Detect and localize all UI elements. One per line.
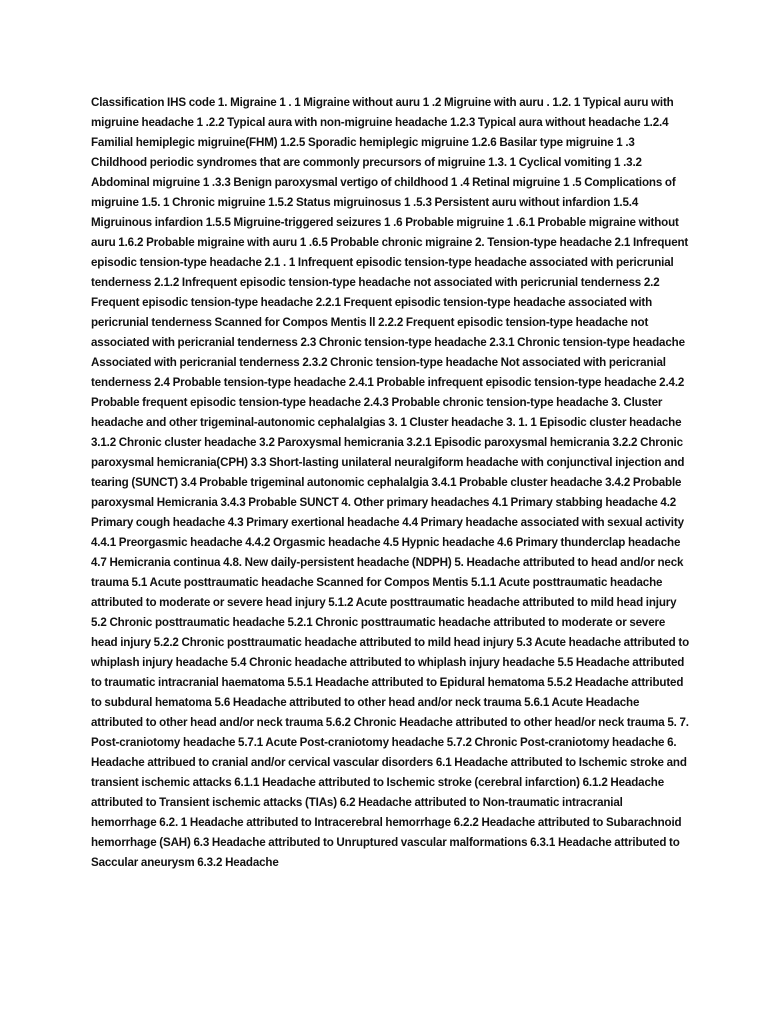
body-text: Classification IHS code 1. Migraine 1 . 1 Migraine without auru 1 .2 Migruine with auru . 1.2. 1 Typical auru with migruine headache 1 .2.2 Typical aura with non-migruine headache 1.2.3 Typical aura without headache 1.2.4 Familial hemiplegic migruine(FHM) 1.2.5 Sporadic hemiplegic migruine 1.2.6 Basilar type migruine 1 .3 Childhood periodic syndromes that are commonly precursors of migruine 1.3. 1 Cyclical vomiting 1 .3.2 Abdominal migruine 1 .3.3 Benign paroxysmal vertigo of childhood 1 .4 Retinal migruine 1 .5 Complications of migruine 1.5. 1 Chronic migruine 1.5.2 Status migruinosus 1 .5.3 Persistent auru without infardion 1.5.4 Migruinous infardion 1.5.5 Migruine-triggered seizures 1 .6 Probable migruine 1 .6.1 Probable migraine without auru 1.6.2 Probable migraine with auru 1 .6.5 Probable chronic migraine 2. Tension-type headache 2.1 Infrequent episodic tension-type headache 2.1 . 1 Infrequent episodic tension-type headache associated with pericrunial tenderness 2.1.2 Infrequent episodic tension-type headache not associated with pericrunial tenderness 2.2 Frequent episodic tension-type headache 2.2.1 Frequent episodic tension-type headache associated with pericrunial tenderness Scanned for Compos Mentis ll 2.2.2 Frequent episodic tension-type headache not associated with pericranial tenderness 2.3 Chronic tension-type headache 2.3.1 Chronic tension-type headache Associated with pericranial tenderness 2.3.2 Chronic tension-type headache Not associated with pericranial tenderness 2.4 Probable tension-type headache 2.4.1 Probable infrequent episodic tension-type headache 2.4.2 Probable frequent episodic tension-type headache 2.4.3 Probable chronic tension-type headache 3. Cluster headache and other trigeminal-autonomic cephalalgias 3. 1 Cluster headache 3. 1. 1 Episodic cluster headache 3.1.2 Chronic cluster headache 3.2 Paroxysmal hemicrania 3.2.1 Episodic paroxysmal hemicrania 3.2.2 Chronic paroxysmal hemicrania(CPH) 3.3 Short-lasting unilateral neuralgiform headache with conjunctival injection and tearing (SUNCT) 3.4 Probable trigeminal autonomic cephalalgia 3.4.1 Probable cluster headache 3.4.2 Probable paroxysmal Hemicrania 3.4.3 Probable SUNCT 4. Other primary headaches 4.1 Primary stabbing headache 4.2 Primary cough headache 4.3 Primary exertional headache 4.4 Primary headache associated with sexual activity 4.4.1 Preorgasmic headache 4.4.2 Orgasmic headache 4.5 Hypnic headache 4.6 Primary thunderclap headache 4.7 Hemicrania continua 4.8. New daily-persistent headache (NDPH) 5. Headache attributed to head and/or neck trauma 5.1 Acute posttraumatic headache Scanned for Compos Mentis 5.1.1 Acute posttraumatic headache attributed to moderate or severe head injury 5.1.2 Acute posttraumatic headache attributed to mild head injury 5.2 Chronic posttraumatic headache 5.2.1 Chronic posttraumatic headache attributed to moderate or severe head injury 5.2.2 Chronic posttraumatic headache attributed to mild head injury 5.3 Acute headache attributed to whiplash injury headache 5.4 Chronic headache attributed to whiplash injury headache 5.5 Headache attributed to traumatic intracranial haematoma 5.5.1 Headache attributed to Epidural hematoma 5.5.2 Headache attributed to subdural hematoma 5.6 Headache attributed to other head and/or neck trauma 5.6.1 Acute Headache attributed to other head and/or neck trauma 5.6.2 Chronic Headache attributed to other head/or neck trauma 5. 7. Post-craniotomy headache 5.7.1 Acute Post-craniotomy headache 5.7.2 Chronic Post-craniotomy headache 6. Headache attribued to cranial and/or cervical vascular disorders 6.1 Headache attributed to Ischemic stroke and transient ischemic attacks 6.1.1 Headache attributed to Ischemic stroke (cerebral infarction) 6.1.2 Headache attributed to Transient ischemic attacks (TIAs) 6.2 Headache attributed to Non-traumatic intracranial hemorrhage 6.2. 1 Headache attributed to Intracerebral hemorrhage 6.2.2 Headache attributed to Subarachnoid hemorrhage (SAH) 6.3 Headache attributed to Unruptured vascular malformations 6.3.1 Headache attributed to Saccular aneurysm 6.3.2 Headache — [91, 96, 690, 869]
